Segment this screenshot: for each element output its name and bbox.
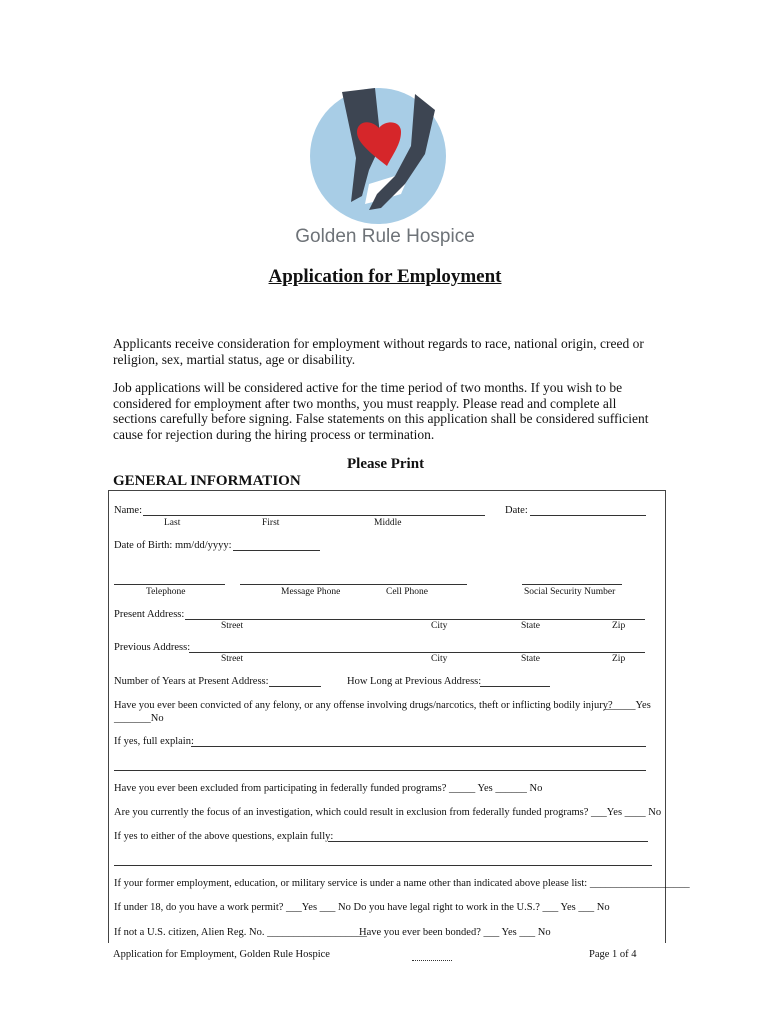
years-present-label: Number of Years at Present Address: [114, 676, 269, 687]
message-phone-sub: Message Phone [281, 587, 341, 597]
present-address-label: Present Address: [114, 609, 185, 620]
name-label: Name: [114, 505, 142, 516]
message-cell-field[interactable] [240, 584, 467, 585]
previous-street-sub: Street [221, 654, 244, 664]
present-city-sub: City [431, 621, 448, 631]
alien-reg-question: If not a U.S. citizen, Alien Reg. No. ___________________ [114, 927, 367, 938]
if-yes-either-label: If yes to either of the above questions, explain fully: [114, 831, 334, 842]
under-18-question: If under 18, do you have a work permit? ___Yes ___ No Do you have legal right to work in the U.S.? ___ Yes ___ No [114, 902, 610, 913]
if-yes-either-field-line2[interactable] [114, 865, 652, 866]
years-present-field[interactable] [269, 686, 321, 687]
present-address-field[interactable] [185, 619, 645, 620]
please-print-heading: Please Print [347, 456, 425, 472]
date-field[interactable] [530, 515, 646, 516]
name-field[interactable] [143, 515, 485, 516]
intro-paragraph-2: Job applications will be considered active for the time period of two months. If you wish to be considered for employment after two months, you must reapply. Please read and complete all sections carefully before signing. False statements on this application shall be considered sufficient cause for rejection during the hiring process or termination. [113, 380, 649, 442]
previous-state-sub: State [521, 654, 540, 664]
footer-left: Application for Employment, Golden Rule Hospice [113, 949, 330, 960]
if-yes-field[interactable] [191, 746, 646, 747]
present-street-sub: Street [221, 621, 244, 631]
page-number: Page 1 of 4 [589, 949, 637, 960]
cell-phone-sub: Cell Phone [386, 587, 428, 597]
dob-label: Date of Birth: mm/dd/yyyy: [114, 540, 232, 551]
logo-org-name: Golden Rule Hospice [295, 226, 475, 247]
how-long-field[interactable] [480, 686, 550, 687]
general-info-box [108, 490, 690, 943]
felony-no[interactable]: _______No [114, 713, 164, 724]
previous-address-label: Previous Address: [114, 642, 191, 653]
if-yes-label: If yes, full explain: [114, 736, 194, 747]
previous-address-field[interactable] [189, 652, 645, 653]
excluded-question: Have you ever been excluded from participating in federally funded programs? _____ Yes ______ No [114, 783, 543, 794]
how-long-label: How Long at Previous Address: [347, 676, 482, 687]
previous-zip-sub: Zip [612, 654, 626, 664]
if-yes-field-line2[interactable] [114, 770, 646, 771]
name-sub-first: First [262, 518, 280, 528]
bonded-question: Have you ever been bonded? ___ Yes ___ No [359, 927, 551, 938]
felony-question: Have you ever been convicted of any felony, or any offense involving drugs/narcotics, theft or inflicting bodily injury? [114, 700, 613, 711]
page-title: Application for Employment [268, 266, 502, 287]
section-heading: GENERAL INFORMATION [113, 473, 301, 489]
ssn-field[interactable] [522, 584, 622, 585]
investigation-question: Are you currently the focus of an investigation, which could result in exclusion from federally funded programs? ___Yes ____ No [114, 807, 662, 818]
intro-paragraph-1: Applicants receive consideration for employment without regards to race, national origin, creed or religion, sex, martial status, age or disability. [113, 336, 644, 367]
if-yes-either-field[interactable] [328, 841, 648, 842]
former-name-question: If your former employment, education, or military service is under a name other than indicated above please list: ___________________ [114, 878, 690, 889]
telephone-sub: Telephone [146, 587, 186, 597]
ssn-sub: Social Security Number [524, 587, 616, 597]
previous-city-sub: City [431, 654, 448, 664]
telephone-field[interactable] [114, 584, 225, 585]
hospice-logo [285, 84, 485, 254]
name-sub-last: Last [164, 518, 181, 528]
felony-yes[interactable]: ______Yes [604, 700, 651, 711]
dob-field[interactable] [233, 550, 320, 551]
name-sub-middle: Middle [374, 518, 402, 528]
present-state-sub: State [521, 621, 540, 631]
footer-divider [412, 960, 452, 961]
date-label: Date: [505, 505, 528, 516]
present-zip-sub: Zip [612, 621, 626, 631]
